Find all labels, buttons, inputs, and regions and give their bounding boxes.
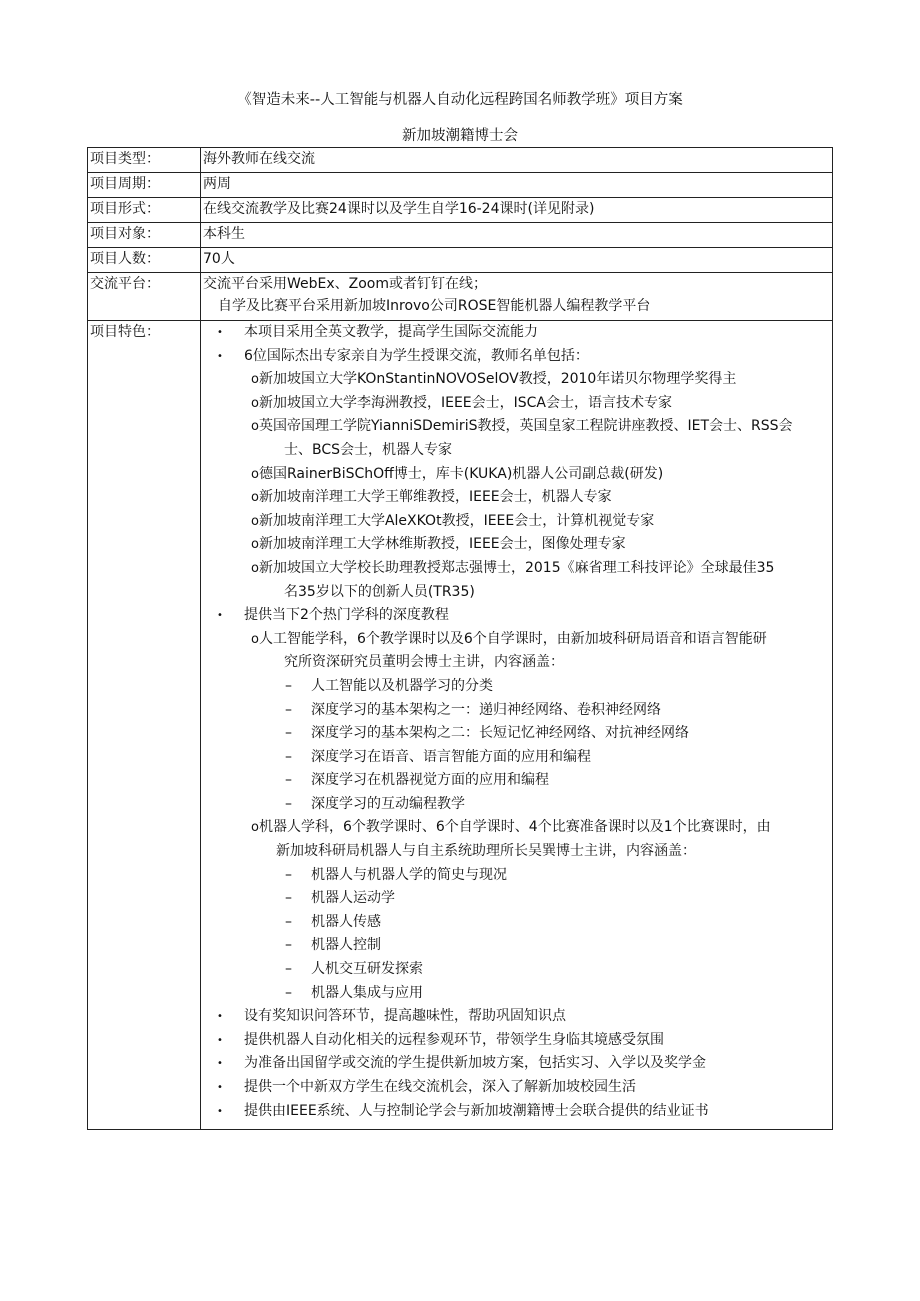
dash-mark: – [285, 772, 292, 789]
topic-text: 深度学习的基本架构之一：递归神经网络、卷积神经网络 [311, 701, 661, 718]
topic-item [203, 911, 832, 935]
label-features: 项目特色： [88, 321, 201, 1130]
topic-item [203, 746, 832, 770]
expert-text: 新加坡南洋理工大学AleXKOt教授，IEEE会士，计算机视觉专家 [258, 512, 655, 529]
expert-text-continued: 名35岁以下的创新人员(TR35) [284, 583, 475, 600]
sub-mark: o [251, 466, 259, 482]
row-platform [88, 273, 833, 321]
feature-text: 6位国际杰出专家亲自为学生授课交流，教师名单包括： [244, 347, 589, 364]
topic-item [203, 769, 832, 793]
expert-text: 英国帝国理工学院YianniSDemiriS教授，英国皇家工程院讲座教授、IET会士、RSS会 [258, 418, 793, 435]
expert-item [203, 533, 832, 557]
dash-mark: – [285, 725, 292, 742]
topic-item [203, 722, 832, 746]
row-project-type [88, 148, 833, 173]
course-robotics-text-continued: 新加坡科研局机器人与自主系统助理所长吴巽博士主讲，内容涵盖： [276, 843, 696, 860]
value-project-target: 本科生 [201, 223, 833, 248]
feature-bullet [203, 321, 832, 345]
expert-text: 新加坡国立大学KOnStantinNOVOSelOV教授，2010年诺贝尔物理学奖得主 [258, 371, 737, 388]
topic-text: 机器人集成与应用 [311, 984, 423, 1001]
expert-item [203, 392, 832, 416]
dash-mark: – [285, 866, 292, 883]
sub-mark: o [251, 419, 259, 435]
topic-item [203, 934, 832, 958]
course-robotics [203, 816, 832, 840]
expert-item [203, 463, 832, 487]
dash-mark: – [285, 748, 292, 765]
document-title: 《智造未来--人工智能与机器人自动化远程跨国名师教学班》项目方案 [237, 92, 683, 108]
value-project-form: 在线交流教学及比赛24课时以及学生自学16-24课时(详见附录) [201, 198, 833, 223]
bullet-mark: • [217, 610, 223, 622]
dash-mark: – [285, 984, 292, 1001]
label-platform: 交流平台： [88, 273, 201, 321]
feature-bullet [203, 1100, 832, 1124]
value-project-count: 70人 [201, 248, 833, 273]
expert-text: 德国RainerBiSChOff博士，库卡(KUKA)机器人公司副总裁(研发) [258, 465, 664, 482]
dash-mark: – [285, 913, 292, 930]
feature-bullet [203, 1076, 832, 1100]
dash-mark: – [285, 890, 292, 907]
topic-item [203, 675, 832, 699]
topic-text: 机器人运动学 [311, 890, 395, 907]
topic-item [203, 958, 832, 982]
sub-mark: o [251, 372, 259, 388]
value-features [201, 321, 833, 1130]
dash-mark: – [285, 795, 292, 812]
topic-text: 深度学习在机器视觉方面的应用和编程 [311, 772, 549, 789]
dash-mark: – [285, 701, 292, 718]
topic-text: 深度学习的互动编程教学 [311, 795, 465, 812]
bullet-mark: • [217, 1105, 223, 1117]
row-project-count [88, 248, 833, 273]
value-platform [201, 273, 833, 321]
topic-item [203, 887, 832, 911]
expert-item [203, 510, 832, 534]
dash-mark: – [285, 961, 292, 978]
expert-item [203, 557, 832, 581]
row-project-form [88, 198, 833, 223]
sub-mark: o [251, 631, 259, 647]
row-project-period [88, 173, 833, 198]
feature-text: 提供一个中新双方学生在线交流机会，深入了解新加坡校园生活 [244, 1079, 636, 1095]
course-ai [203, 628, 832, 652]
expert-text: 新加坡国立大学李海洲教授，IEEE会士，ISCA会士，语言技术专家 [258, 394, 673, 411]
platform-line-2: 自学及比赛平台采用新加坡Inrovo公司ROSE智能机器人编程教学平台 [218, 298, 651, 314]
sub-mark: o [251, 537, 259, 553]
expert-text: 新加坡国立大学校长助理教授郑志强博士，2015《麻省理工科技评论》全球最佳35 [258, 559, 775, 576]
course-robotics-text: 机器人学科，6个教学课时、6个自学课时、4个比赛准备课时以及1个比赛课时，由 [258, 819, 771, 836]
topic-text: 深度学习的基本架构之二：长短记忆神经网络、对抗神经网络 [311, 725, 689, 742]
topic-item [203, 864, 832, 888]
topic-text: 人工智能以及机器学习的分类 [311, 677, 493, 694]
topic-text: 深度学习在语音、语言智能方面的应用和编程 [311, 748, 591, 765]
feature-bullet [203, 604, 832, 628]
course-ai-text-continued: 究所资深研究员董明会博士主讲，内容涵盖： [284, 654, 564, 671]
course-ai-text: 人工智能学科，6个教学课时以及6个自学课时，由新加坡科研局语音和语言智能研 [258, 630, 767, 647]
topic-text: 机器人传感 [311, 913, 381, 930]
expert-item [203, 486, 832, 510]
topic-item [203, 699, 832, 723]
bullet-mark: • [217, 1011, 223, 1023]
bullet-mark: • [217, 1058, 223, 1070]
feature-text: 本项目采用全英文教学，提高学生国际交流能力 [244, 324, 538, 340]
label-project-type: 项目类型： [88, 148, 201, 173]
feature-text: 提供由IEEE系统、人与控制论学会与新加坡潮籍博士会联合提供的结业证书 [244, 1102, 709, 1119]
value-project-type: 海外教师在线交流 [201, 148, 833, 173]
platform-line-1: 交流平台采用WebEx、Zoom或者钉钉在线； [203, 276, 488, 292]
bullet-mark: • [217, 1082, 223, 1093]
expert-text-continued: 士、BCS会士，机器人专家 [284, 441, 453, 458]
document-subtitle: 新加坡潮籍博士会 [402, 128, 518, 144]
row-project-target [88, 223, 833, 248]
topic-item [203, 982, 832, 1006]
row-features [88, 321, 833, 1130]
feature-bullet [203, 1029, 832, 1053]
expert-item [203, 368, 832, 392]
label-project-form: 项目形式： [88, 198, 201, 223]
label-project-target: 项目对象： [88, 223, 201, 248]
bullet-mark: • [217, 327, 223, 338]
sub-mark: o [251, 820, 259, 836]
label-project-count: 项目人数： [88, 248, 201, 273]
feature-text: 设有奖知识问答环节，提高趣味性，帮助巩固知识点 [244, 1008, 566, 1025]
sub-mark: o [251, 395, 259, 411]
feature-bullet [203, 1052, 832, 1076]
expert-item [203, 415, 832, 439]
sub-mark: o [251, 490, 259, 506]
value-project-period: 两周 [201, 173, 833, 198]
bullet-mark: • [217, 350, 223, 362]
dash-mark: – [285, 937, 292, 954]
feature-text: 为准备出国留学或交流的学生提供新加坡方案，包括实习、入学以及奖学金 [244, 1055, 706, 1072]
expert-text: 新加坡南洋理工大学王郸维教授，IEEE会士，机器人专家 [258, 489, 612, 506]
project-table [87, 147, 833, 1130]
sub-mark: o [251, 560, 259, 576]
feature-text: 提供机器人自动化相关的远程参观环节，带领学生身临其境感受氛围 [244, 1031, 664, 1048]
feature-bullet [203, 345, 832, 369]
dash-mark: – [285, 677, 292, 694]
expert-text: 新加坡南洋理工大学林维斯教授，IEEE会士，图像处理专家 [258, 536, 626, 553]
bullet-mark: • [217, 1034, 223, 1046]
topic-item [203, 793, 832, 817]
topic-text: 人机交互研发探索 [311, 961, 423, 978]
feature-bullet [203, 1005, 832, 1029]
feature-text: 提供当下2个热门学科的深度教程 [244, 607, 449, 624]
sub-mark: o [251, 513, 259, 529]
topic-text: 机器人控制 [311, 937, 381, 954]
topic-text: 机器人与机器人学的简史与现况 [311, 866, 507, 883]
label-project-period: 项目周期： [88, 173, 201, 198]
